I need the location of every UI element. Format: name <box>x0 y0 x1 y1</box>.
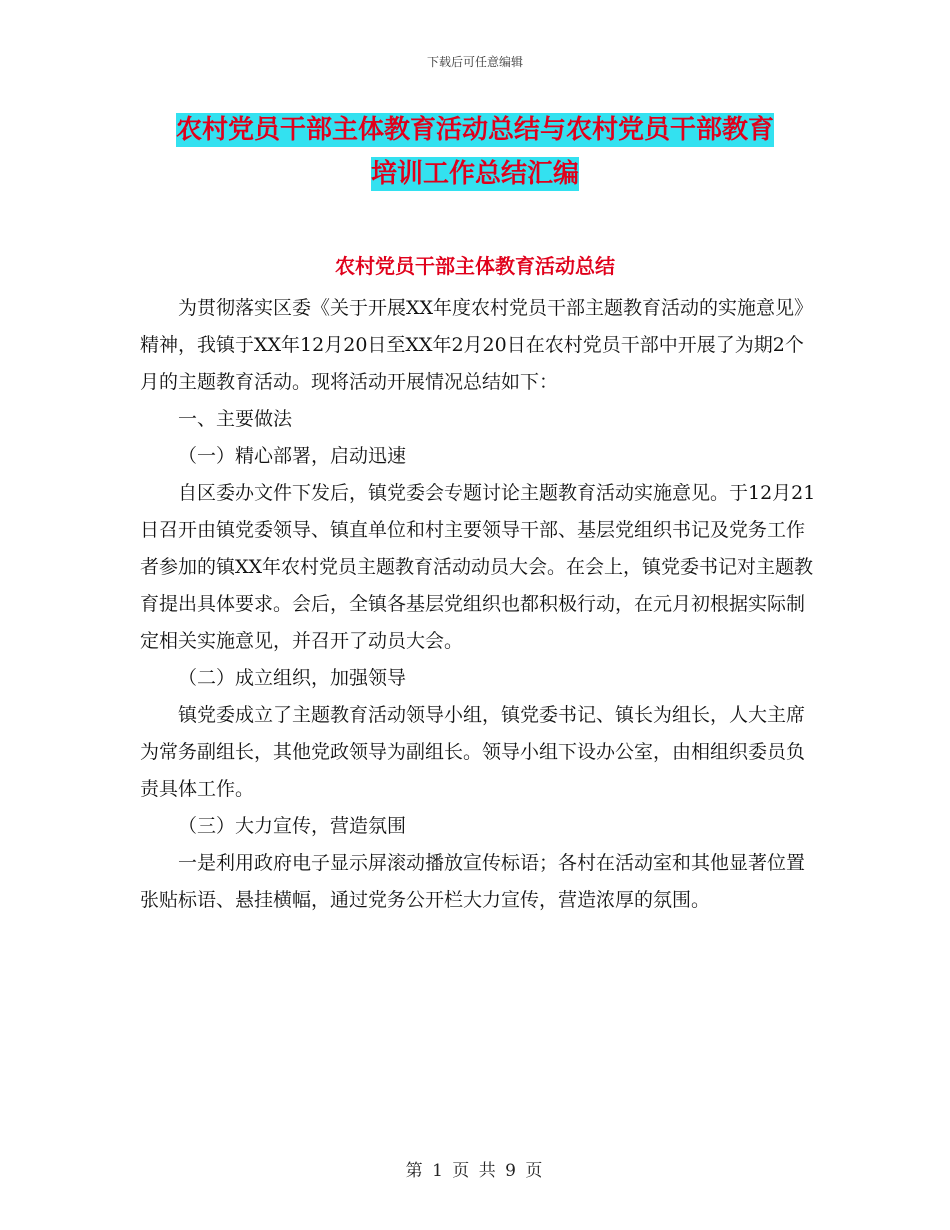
paragraph-3: 一是利用政府电子显示屏滚动播放宣传标语；各村在活动室和其他显著位置张贴标语、悬挂横幅，通过党务公开栏大力宣传，营造浓厚的氛围。 <box>140 852 806 911</box>
subheading-1: （一）精心部署，启动迅速 <box>178 445 407 467</box>
document-title-text-2: 培训工作总结汇编 <box>370 159 579 189</box>
paragraph-intro: 为贯彻落实区委《关于开展XX年度农村党员干部主题教育活动的实施意见》精神，我镇于XX年12月20日至XX年2月20日在农村党员干部中开展了为期2个月的主题教育活动。现将活动开展情况总结如下： <box>140 297 814 393</box>
subheading-3: （三）大力宣传，营造氛围 <box>178 815 407 837</box>
section-title: 农村党员干部主体教育活动总结 <box>335 254 615 278</box>
paragraph-2: 镇党委成立了主题教育活动领导小组，镇党委书记、镇长为组长，人大主席为常务副组长，其他党政领导为副组长。领导小组下设办公室，由相组织委员负责具体工作。 <box>140 704 806 800</box>
document-title-text-1: 农村党员干部主体教育活动总结与农村党员干部教育 <box>175 115 774 145</box>
header-note: 下载后可任意编辑 <box>426 55 523 69</box>
subheading-2: （二）成立组织，加强领导 <box>178 667 407 689</box>
heading-main-practices: 一、主要做法 <box>178 408 293 430</box>
document-body <box>140 290 820 919</box>
document-title-line-1 <box>0 113 950 147</box>
paragraph-1: 自区委办文件下发后，镇党委会专题讨论主题教育活动实施意见。于12月21日召开由镇党委领导、镇直单位和村主要领导干部、基层党组织书记及党务工作者参加的镇XX年农村党员主题教育活动动员大会。在会上，镇党委书记对主题教育提出具体要求。会后，全镇各基层党组织也都积极行动，在元月初根据实际制定相关实施意见，并召开了动员大会。 <box>140 482 816 652</box>
document-title-line-2 <box>0 157 950 191</box>
page-number: 第 1 页 共 9 页 <box>405 1161 545 1181</box>
